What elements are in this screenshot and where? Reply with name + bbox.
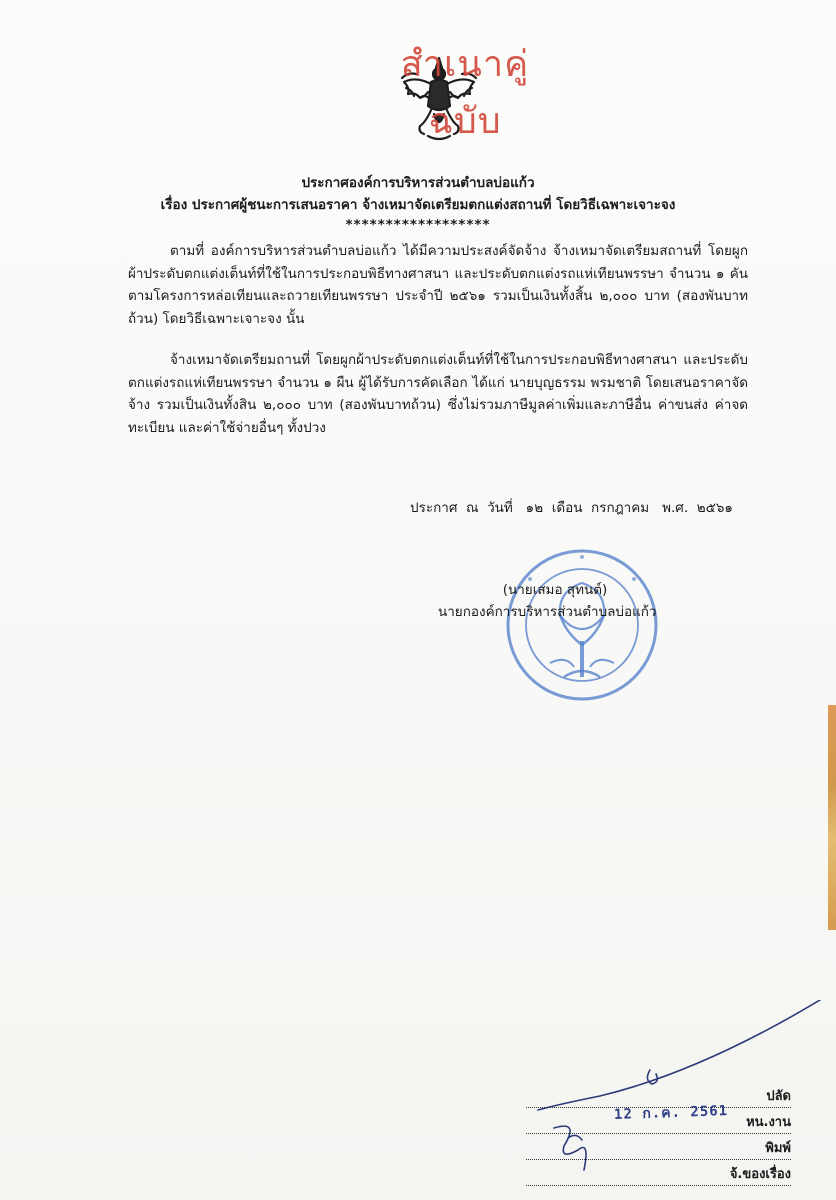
signer-name: (นายเสมอ สุทนต์) — [502, 582, 608, 598]
routing-label-typist: พิมพ์ — [765, 1141, 791, 1156]
routing-label-owner: จ้.ของเรื่อง — [729, 1167, 791, 1182]
received-date-stamp: 12 ก.ค. 2561 — [613, 1103, 729, 1123]
page-edge-shadow — [828, 705, 836, 930]
routing-label-chief: ปลัด — [766, 1089, 791, 1104]
routing-row-typist — [526, 1137, 791, 1160]
announcement-date: ประกาศ ณ วันที่ ๑๒ เดือน กรกฎาคม พ.ศ. ๒๕๖๑ — [410, 500, 733, 516]
copy-stamp: สำเนาคู่ฉบับ — [400, 44, 530, 142]
body-paragraph-2: จ้างเหมาจัดเตรียมถานที่ โดยผูกผ้าประดับตกแต่งเต็นท์ที่ใช้ในการประกอบพิธีทางศาสนา และประดับตกแต่งรถแห่เทียนพรรษา จำนวน ๑ ผืน ผู้ได้รับการคัดเลือก ได้แก่ นายบุญธรรม พรมชาติ โดยเสนอราคาจัดจ้าง รวมเป็นเงินทั้งสิน ๒,๐๐๐ บาท (สองพันบาทถ้วน) ซึ่งไม่รวมภาษีมูลค่าเพิ่มและภาษีอื่น ค่าขนส่ง ค่าจดทะเบียน และค่าใช้จ่ายอื่นๆ ทั้งปวง — [128, 352, 748, 436]
subject-line: เรื่อง ประกาศผู้ชนะการเสนอราคา จ้างเหมาจัดเตรียมตกแต่งสถานที่ โดยวิธีเฉพาะเจาะจง — [160, 197, 676, 213]
official-seal-icon — [500, 545, 665, 705]
agency-title: ประกาศองค์การบริหารส่วนตำบลบ่อแก้ว — [301, 175, 535, 191]
body-paragraph-1: ตามที่ องค์การบริหารส่วนตำบลบ่อแก้ว ได้มีความประสงค์จัดจ้าง จ้างเหมาจัดเตรียมสถานที่ โดยผูกผ้าประดับตกแต่งเต็นท์ที่ใช้ในการประกอบพิธีทางศาสนา และประดับตกแต่งรถแห่เทียนพรรษา จำนวน ๑ คัน ตามโครงการหล่อเทียนและถวายเทียนพรรษา ประจำปี ๒๕๖๑ รวมเป็นเงินทั้งสิ้น ๒,๐๐๐ บาท (สองพันบาทถ้วน) โดยวิธีเฉพาะเจาะจง นั้น — [128, 243, 748, 327]
routing-label-head: หน.งาน — [746, 1115, 791, 1130]
routing-row-owner — [526, 1163, 791, 1186]
signer-title: นายกองค์การบริหารส่วนตำบลบ่อแก้ว — [438, 604, 657, 620]
separator-line: ****************** — [345, 217, 491, 233]
